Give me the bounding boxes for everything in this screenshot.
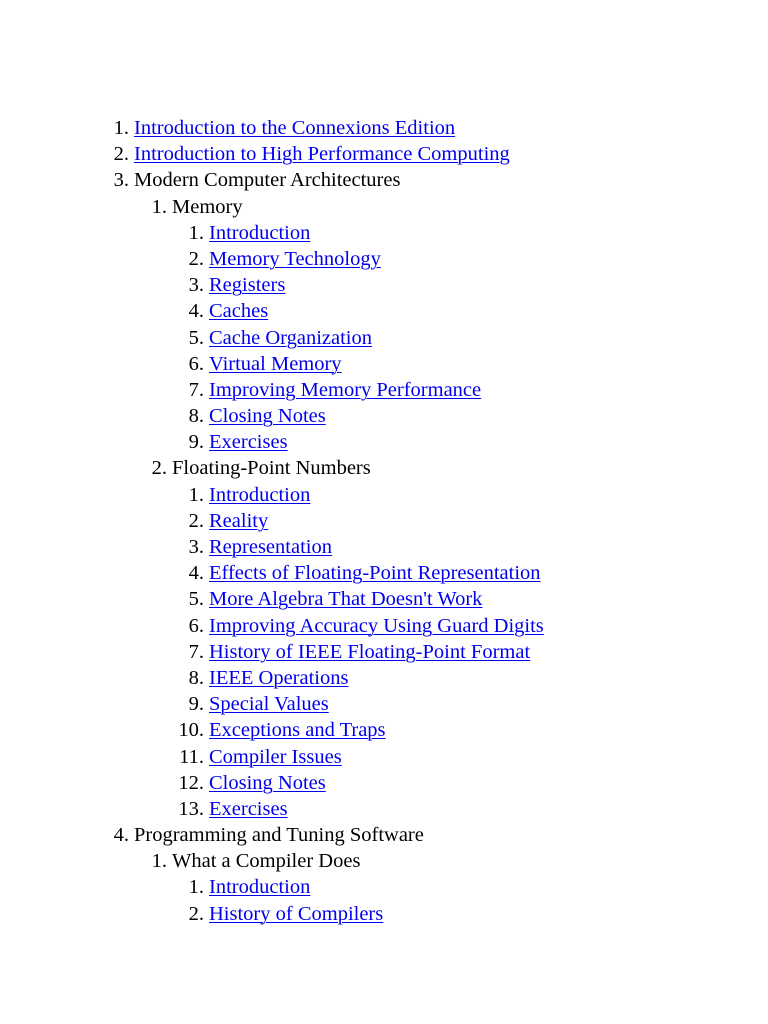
toc-entry-number: 7. (188, 378, 204, 401)
toc-entry[interactable] (0, 377, 768, 403)
toc-entry[interactable] (0, 560, 768, 586)
toc-entry[interactable] (0, 272, 768, 298)
toc-section-heading: Memory (172, 195, 243, 218)
toc-entry-link[interactable]: History of IEEE Floating-Point Format (209, 640, 531, 663)
toc-entry-link[interactable]: History of Compilers (209, 902, 384, 925)
toc-entry-number: 4. (188, 562, 204, 585)
toc-entry[interactable] (0, 508, 768, 534)
toc-entry-link[interactable]: Cache Organization (209, 326, 372, 349)
toc-entry (0, 848, 768, 874)
toc-entry-number: 12. (178, 771, 204, 794)
toc-entry[interactable] (0, 639, 768, 665)
toc-entry-link[interactable]: IEEE Operations (209, 666, 349, 689)
toc-entry[interactable] (0, 141, 768, 167)
toc-entry[interactable] (0, 874, 768, 900)
toc-entry-number: 2. (188, 247, 204, 270)
toc-entry-number: 1. (188, 221, 204, 244)
toc-entry-number: 4. (113, 824, 129, 847)
toc-entry[interactable] (0, 429, 768, 455)
toc-entry (0, 455, 768, 481)
toc-entry-number: 2. (151, 457, 167, 480)
toc-entry-number: 1. (188, 483, 204, 506)
toc-entry-number: 1. (188, 876, 204, 899)
toc-entry-link[interactable]: Introduction (209, 876, 311, 899)
toc-entry-link[interactable]: Effects of Floating-Point Representation (209, 562, 541, 585)
toc-entry[interactable] (0, 325, 768, 351)
toc-entry (0, 194, 768, 220)
toc-entry-link[interactable]: Virtual Memory (209, 352, 342, 375)
toc-entry-number: 5. (188, 326, 204, 349)
toc-entry-link[interactable]: Exercises (209, 431, 288, 454)
toc-entry-link[interactable]: Registers (209, 274, 286, 297)
toc-entry-number: 9. (188, 693, 204, 716)
toc-entry[interactable] (0, 586, 768, 612)
toc-entry-link[interactable]: Exceptions and Traps (209, 719, 386, 742)
toc-entry-number: 6. (188, 352, 204, 375)
toc-entry-link[interactable]: Caches (209, 300, 269, 323)
toc-section-heading: Floating-Point Numbers (172, 457, 371, 480)
toc-entry-link[interactable]: Reality (209, 509, 269, 532)
toc-entry-number: 1. (113, 117, 129, 139)
toc-entry (0, 822, 768, 848)
toc-entry-number: 6. (188, 614, 204, 637)
toc-entry[interactable] (0, 717, 768, 743)
toc-entry-number: 1. (151, 195, 167, 218)
toc-entry[interactable] (0, 613, 768, 639)
toc-entry-number: 9. (188, 431, 204, 454)
toc-entry-number: 3. (188, 274, 204, 297)
toc-entry[interactable] (0, 246, 768, 272)
toc-entry-link[interactable]: Compiler Issues (209, 745, 342, 768)
toc-entry-number: 3. (113, 169, 129, 192)
toc-entry[interactable] (0, 298, 768, 324)
toc-entry[interactable] (0, 901, 768, 927)
toc-entry-number: 1. (151, 850, 167, 873)
toc-entry[interactable] (0, 796, 768, 822)
toc-entry[interactable] (0, 115, 768, 141)
table-of-contents (0, 115, 768, 927)
toc-entry-number: 8. (188, 666, 204, 689)
toc-entry-link[interactable]: Closing Notes (209, 405, 326, 428)
toc-entry-link[interactable]: More Algebra That Doesn't Work (209, 588, 483, 611)
toc-entry-number: 8. (188, 405, 204, 428)
toc-entry[interactable] (0, 351, 768, 377)
toc-entry-number: 5. (188, 588, 204, 611)
toc-entry-link[interactable]: Special Values (209, 693, 329, 716)
toc-entry[interactable] (0, 665, 768, 691)
toc-entry-link[interactable]: Introduction to the Connexions Edition (134, 117, 456, 139)
toc-entry[interactable] (0, 534, 768, 560)
toc-section-heading: Modern Computer Architectures (134, 169, 401, 192)
toc-entry-link[interactable]: Improving Memory Performance (209, 378, 482, 401)
toc-entry-number: 2. (113, 143, 129, 166)
toc-entry-link[interactable]: Closing Notes (209, 771, 326, 794)
toc-entry-link[interactable]: Memory Technology (209, 247, 381, 270)
toc-section-heading: Programming and Tuning Software (134, 824, 424, 847)
toc-entry-link[interactable]: Introduction (209, 483, 311, 506)
toc-entry-link[interactable]: Representation (209, 536, 332, 558)
toc-entry-link[interactable]: Introduction to High Performance Computing (134, 143, 510, 166)
toc-entry-link[interactable]: Improving Accuracy Using Guard Digits (209, 614, 544, 637)
toc-entry[interactable] (0, 691, 768, 717)
toc-entry-number: 7. (188, 640, 204, 663)
toc-entry-number: 2. (188, 509, 204, 532)
toc-entry[interactable] (0, 403, 768, 429)
toc-section-heading: What a Compiler Does (172, 850, 361, 873)
toc-entry (0, 167, 768, 193)
toc-entry[interactable] (0, 770, 768, 796)
toc-entry-number: 2. (188, 902, 204, 925)
toc-entry-number: 13. (178, 797, 204, 820)
toc-entry-link[interactable]: Introduction (209, 221, 311, 244)
toc-entry-number: 4. (188, 300, 204, 323)
toc-entry[interactable] (0, 482, 768, 508)
toc-entry-number: 10. (178, 719, 204, 742)
toc-entry-number: 3. (188, 536, 204, 558)
toc-entry[interactable] (0, 744, 768, 770)
toc-entry-link[interactable]: Exercises (209, 797, 288, 820)
toc-entry-number: 11. (179, 745, 204, 768)
toc-entry[interactable] (0, 220, 768, 246)
